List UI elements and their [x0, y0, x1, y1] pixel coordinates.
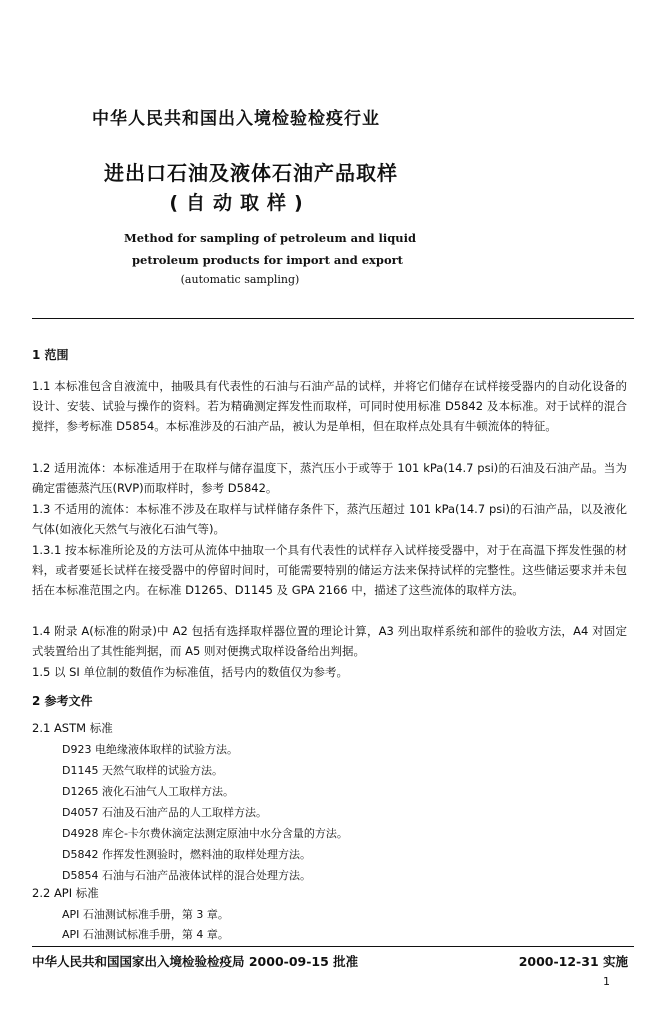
- clause-2-2-heading: 2.2 API 标准: [32, 886, 99, 900]
- document-title-en-line1: Method for sampling of petroleum and liquid: [124, 231, 417, 245]
- reference-item: D1145 天然气取样的试验方法。: [62, 764, 223, 777]
- clause-1-1: 1.1 本标准包含自液流中，抽吸具有代表性的石油与石油产品的试样，并将它们储存在试样接受器内的自动化设备的设计、安装、试验与操作的资料。若为精确测定挥发性而取样，可同时使用标准 D5842 及本标准。对于试样的混合搅拌，参考标准 D5854。本标准涉及的石油产品，被认为是单相，但在取样点处具有牛顿流体的特征。: [32, 379, 627, 434]
- clause-1-2: 1.2 适用流体：本标准适用于在取样与储存温度下，蒸汽压小于或等于 101 kPa(14.7 psi)的石油及石油产品。当为确定雷德蒸汽压(RVP)而取样时，参考 D5842。: [32, 461, 627, 496]
- page-number: 1: [603, 975, 610, 988]
- document-title-cn: 进出口石油及液体石油产品取样: [104, 161, 398, 185]
- reference-item: API 石油测试标准手册，第 3 章。: [62, 908, 229, 921]
- document-subtitle-cn: (自动取样): [169, 192, 311, 214]
- approval-statement: 中华人民共和国国家出入境检验检疫局 2000-09-15 批准: [32, 954, 359, 969]
- footer-divider: [32, 946, 634, 947]
- section-1-heading: 1 范围: [32, 348, 69, 362]
- reference-item: D5854 石油与石油产品液体试样的混合处理方法。: [62, 869, 311, 882]
- section-2-heading: 2 参考文件: [32, 694, 93, 708]
- reference-item: D5842 作挥发性测验时，燃料油的取样处理方法。: [62, 848, 311, 861]
- clause-1-3: 1.3 不适用的流体：本标准不涉及在取样与试样储存条件下，蒸汽压超过 101 kPa(14.7 psi)的石油产品，以及液化气体(如液化天然气与液化石油气等)。: [32, 502, 627, 537]
- reference-item: API 石油测试标准手册，第 4 章。: [62, 928, 229, 941]
- title-divider: [32, 318, 634, 319]
- document-title-en-line3: (automatic sampling): [180, 273, 300, 286]
- reference-item: D4928 库仑-卡尔费休滴定法测定原油中水分含量的方法。: [62, 827, 348, 840]
- clause-1-3-1: 1.3.1 按本标准所论及的方法可从流体中抽取一个具有代表性的试样存入试样接受器中，对于在高温下挥发性强的材料，或者要延长试样在接受器中的停留时间时，可能需要特别的储运方法来保持试样的完整性。这些储运要求并未包括在本标准范围之内。在标准 D1265、D1145 及 GPA 2166 中，描述了这些流体的取样方法。: [32, 543, 627, 598]
- reference-item: D923 电绝缘液体取样的试验方法。: [62, 743, 238, 756]
- clause-1-5: 1.5 以 SI 单位制的数值作为标准值，括号内的数值仅为参考。: [32, 665, 348, 679]
- issuing-authority-heading: 中华人民共和国出入境检验检疫行业: [92, 109, 380, 129]
- document-title-en-line2: petroleum products for import and export: [132, 253, 403, 267]
- clause-1-4: 1.4 附录 A(标准的附录)中 A2 包括有选择取样器位置的理论计算，A3 列出取样系统和部件的验收方法，A4 对固定式装置给出了其性能判据，而 A5 则对便携式取样设备给出判据。: [32, 624, 627, 659]
- clause-2-1-heading: 2.1 ASTM 标准: [32, 721, 113, 735]
- reference-item: D4057 石油及石油产品的人工取样方法。: [62, 806, 267, 819]
- reference-item: D1265 液化石油气人工取样方法。: [62, 785, 234, 798]
- effective-date: 2000-12-31 实施: [518, 954, 628, 969]
